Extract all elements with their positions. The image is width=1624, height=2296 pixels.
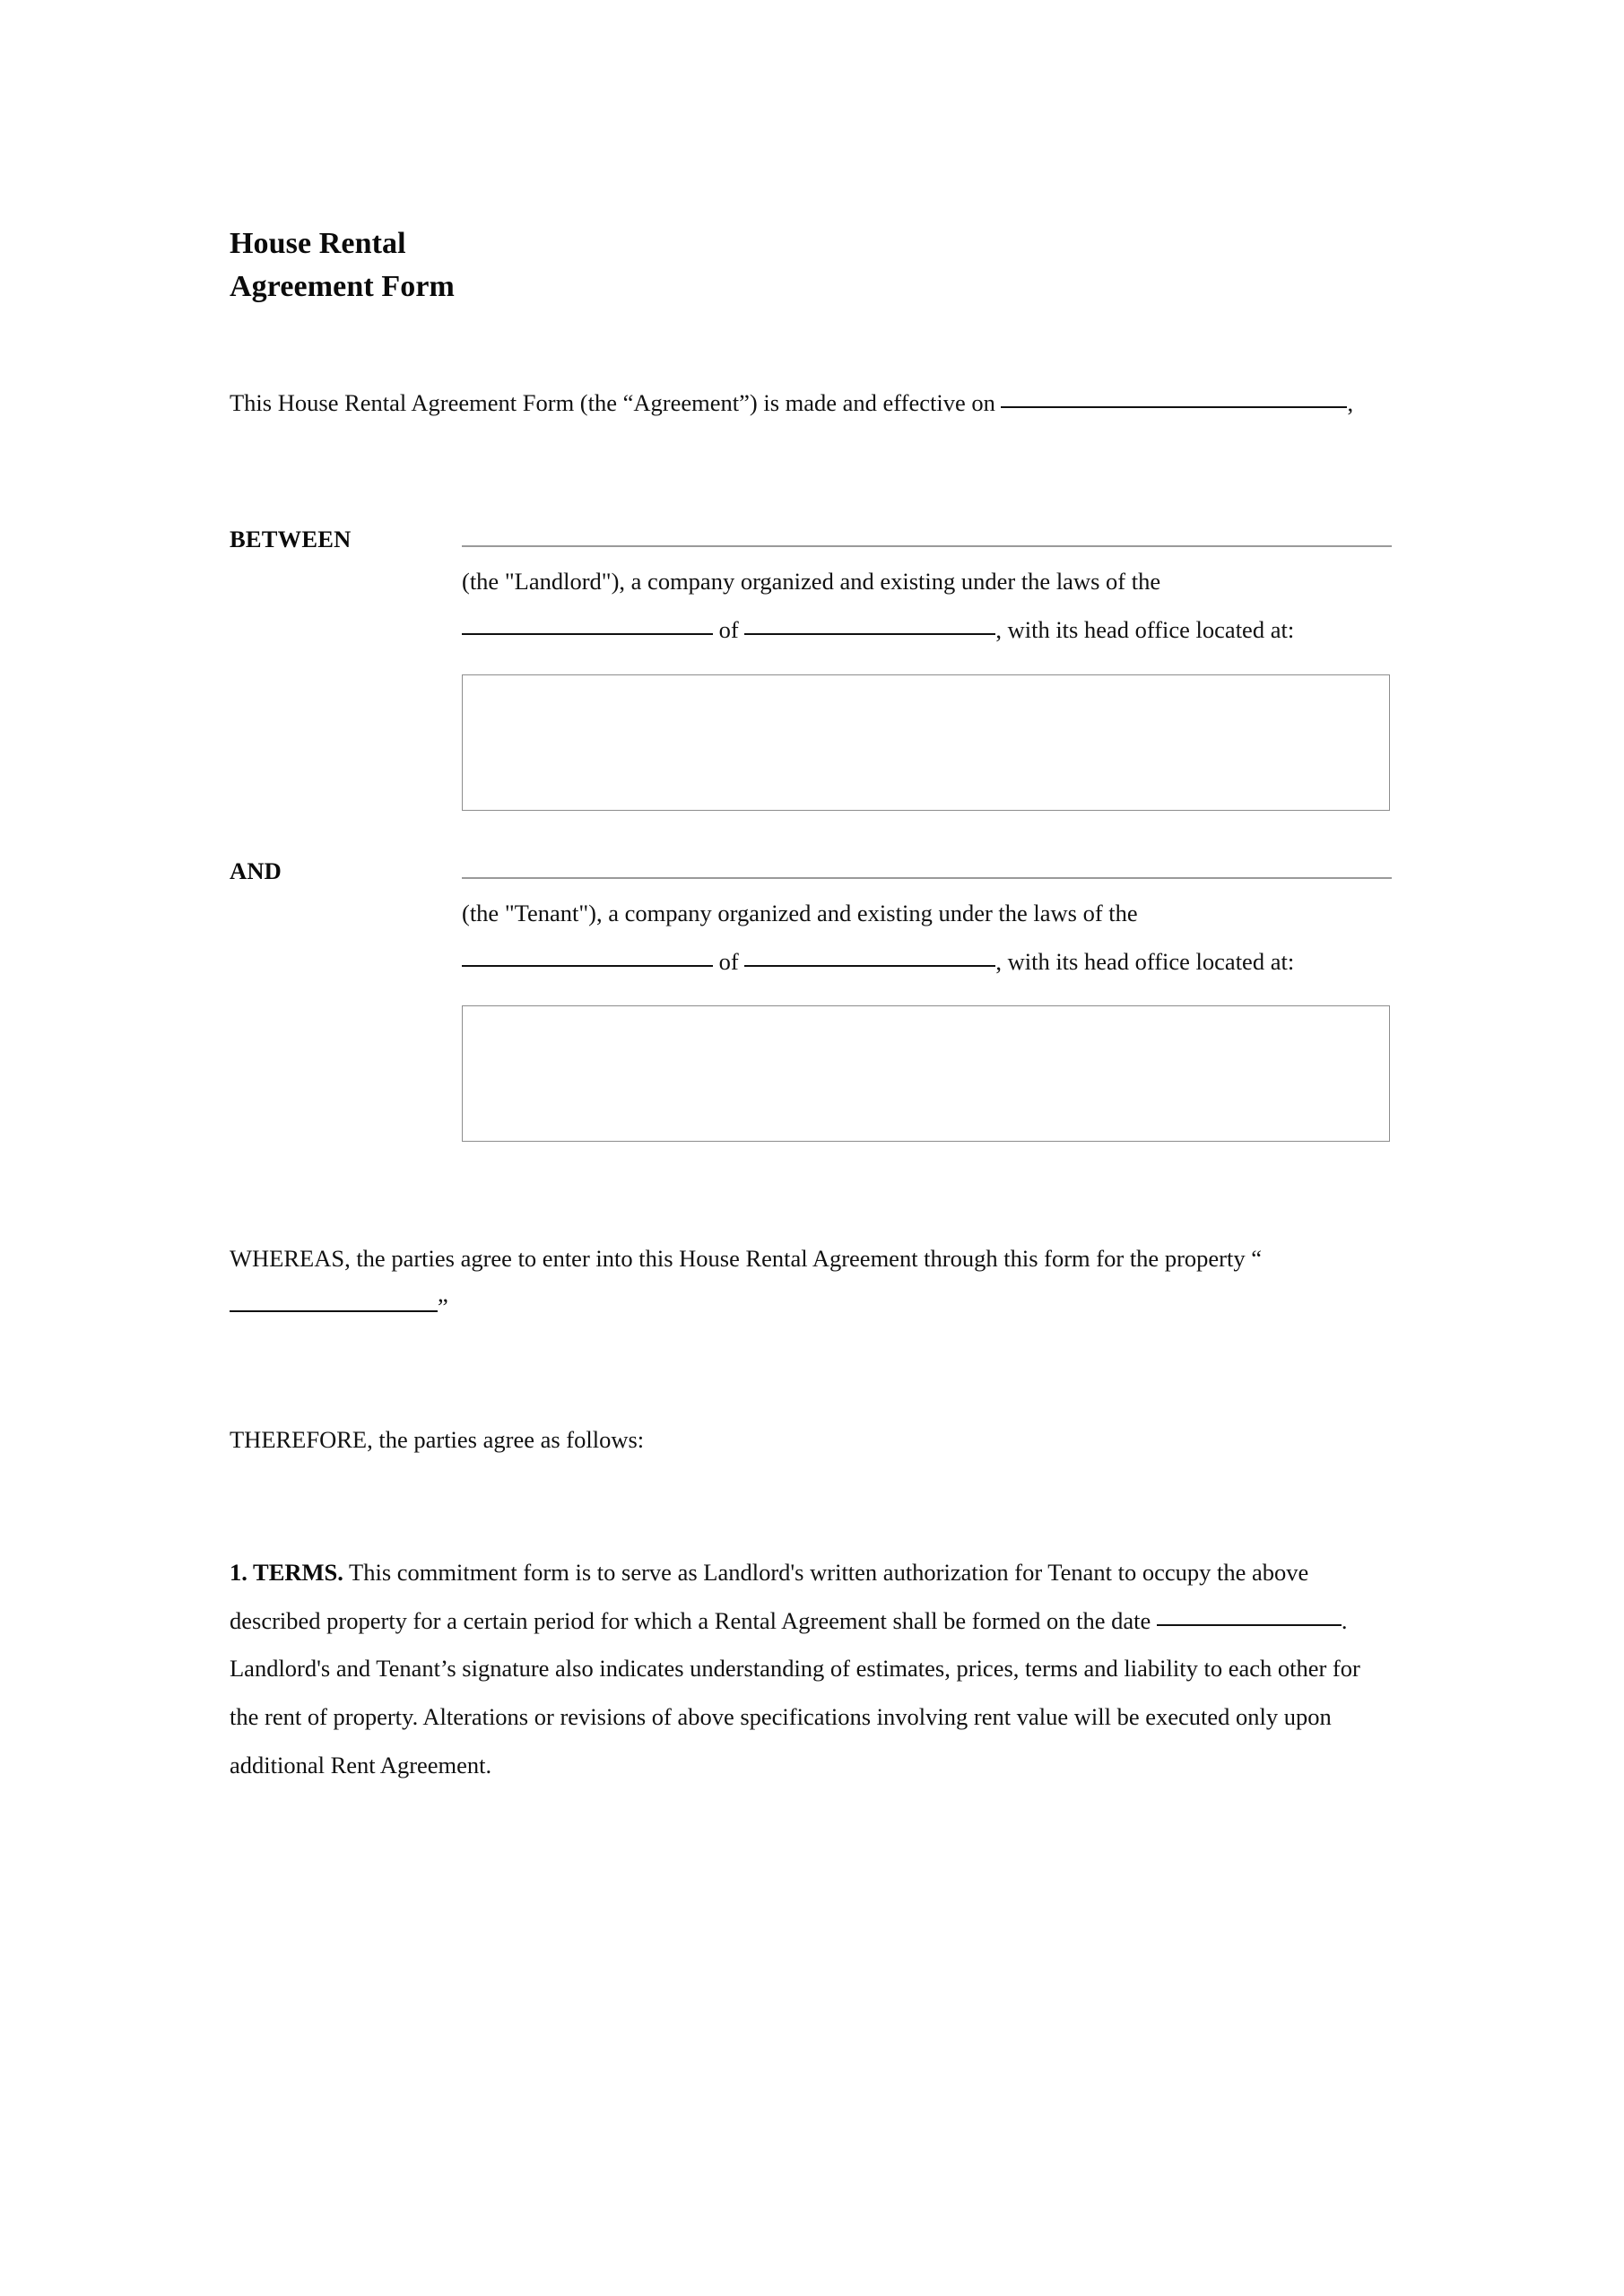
property-name-blank[interactable] [230, 1310, 438, 1312]
whereas-text [230, 1235, 1392, 1332]
landlord-address-box[interactable] [462, 674, 1390, 811]
terms-text [230, 1549, 1392, 1790]
intro-after-blank: , [1347, 388, 1354, 416]
terms-body-part-2: . Landlord's and Tenant’s signature also indicates understanding of estimates, prices, terms and liability to each other for the rent of property. Alterations or revisions of above specifications involving rent value will be executed only upon additional Rent Agreement. [230, 1606, 1360, 1779]
tenant-state-blank[interactable] [462, 965, 713, 967]
terms-heading: 1. TERMS. [230, 1558, 343, 1586]
therefore-paragraph [230, 1416, 1392, 1465]
parties-spacer [230, 811, 1392, 856]
tenant-desc-part-3: , with its head office located at: [995, 947, 1295, 975]
whereas-paragraph [230, 1235, 1392, 1332]
tenant-description [462, 890, 1392, 987]
whereas-before-blank: WHEREAS, the parties agree to enter into this House Rental Agreement through this form for the property “ [230, 1245, 1262, 1273]
party-body-landlord [462, 524, 1392, 811]
page-title-line-2: Agreement Form [230, 270, 455, 304]
party-block-landlord [230, 524, 1392, 811]
landlord-description [462, 558, 1392, 655]
tenant-desc-part-2: of [718, 947, 739, 975]
tenant-country-blank[interactable] [744, 965, 995, 967]
intro-before-blank: This House Rental Agreement Form (the “Agreement”) is made and effective on [230, 388, 995, 416]
party-block-tenant [230, 856, 1392, 1143]
landlord-desc-part-1: (the "Landlord"), a company organized and existing under the laws of the [462, 568, 1161, 596]
page-content [230, 0, 1392, 1790]
whereas-after-blank: ” [438, 1293, 448, 1321]
landlord-country-blank[interactable] [744, 633, 995, 635]
landlord-state-blank[interactable] [462, 633, 713, 635]
landlord-desc-part-2: of [718, 616, 739, 644]
landlord-name-rule[interactable] [462, 545, 1392, 547]
party-label-between: BETWEEN [230, 526, 352, 553]
tenant-name-rule[interactable] [462, 877, 1392, 879]
parties-section [230, 524, 1392, 1142]
effective-date-blank[interactable] [1001, 406, 1347, 408]
intro-text [230, 379, 1392, 428]
tenant-address-box[interactable] [462, 1005, 1390, 1142]
page-title-line-1: House Rental [230, 227, 406, 260]
tenant-desc-part-1: (the "Tenant"), a company organized and existing under the laws of the [462, 899, 1138, 926]
party-label-and: AND [230, 857, 282, 884]
rental-agreement-date-blank[interactable] [1157, 1624, 1342, 1626]
terms-section [230, 1549, 1392, 1790]
therefore-text: THEREFORE, the parties agree as follows: [230, 1426, 645, 1453]
terms-body-part-1: This commitment form is to serve as Landlord's written authorization for Tenant to occupy the above described property for a certain period for which a Rental Agreement shall be formed on the date [230, 1558, 1309, 1634]
party-body-tenant [462, 856, 1392, 1143]
page-title [230, 0, 1392, 309]
intro-paragraph [230, 379, 1392, 428]
landlord-desc-part-3: , with its head office located at: [995, 616, 1295, 644]
